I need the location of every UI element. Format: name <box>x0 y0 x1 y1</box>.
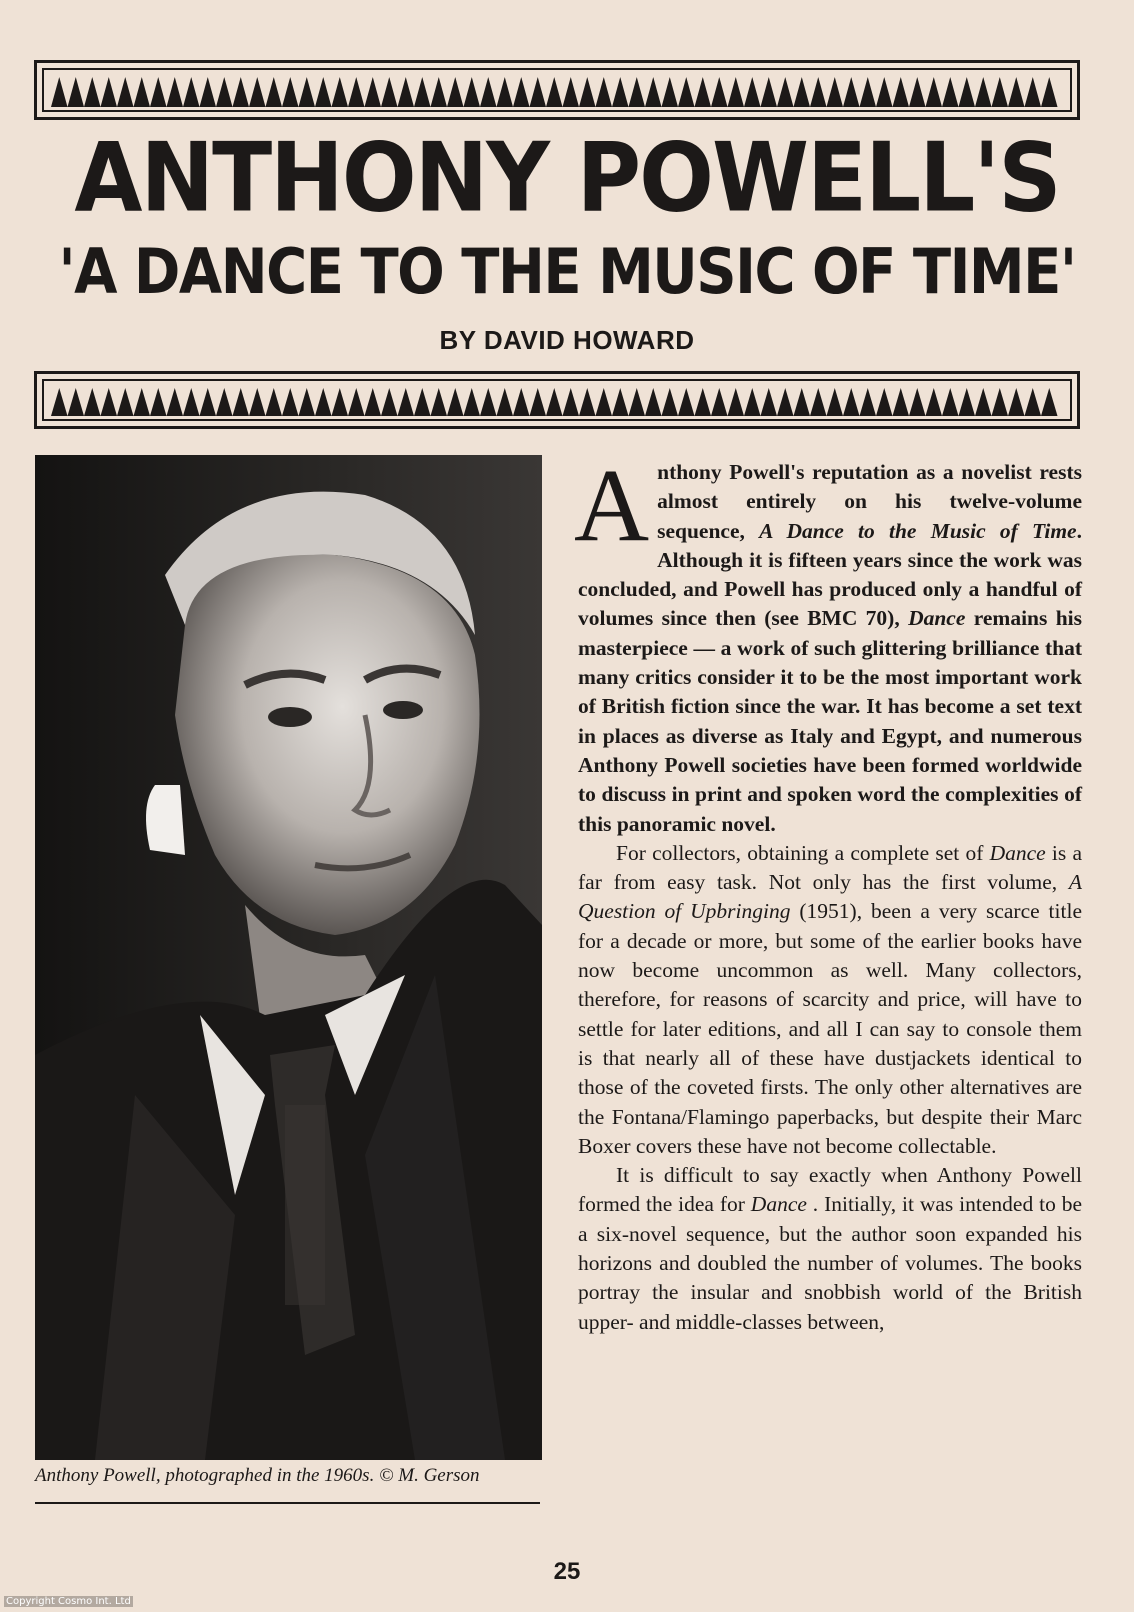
drop-cap: A <box>574 448 650 563</box>
caption-divider <box>35 1502 540 1504</box>
photo-caption: Anthony Powell, photographed in the 1960s. © M. Gerson <box>35 1465 480 1486</box>
paragraph-text: It is difficult to say exactly when Anthony Powell formed the idea for <box>578 1163 1082 1217</box>
headline-line-2: 'A DANCE TO THE MUSIC OF TIME' <box>58 236 1076 309</box>
paragraph-text: (1951), been a very scarce title for a decade or more, but some of the earlier books have now become uncommon as well. Many collectors, therefore, for reasons of scarcity and price, will have to settle for later editions, and all I can say to console them is that nearly all of these have dustjackets identical to those of the coveted firsts. The only other alternatives are the Fontana/Flamingo paperbacks, but despite their Marc Boxer covers these have not become collectable. <box>578 899 1082 1158</box>
paragraph-text: nthony Powell's reputation as a novelist rests almost entirely on his twelve-volume sequence, <box>657 460 1082 543</box>
article-paragraph <box>578 839 1082 1161</box>
byline: BY DAVID HOWARD <box>439 325 695 355</box>
article-paragraph <box>574 448 1083 839</box>
italic-title-text: A Question of Upbringing <box>578 870 1082 924</box>
italic-title-text: Dance <box>750 1192 807 1217</box>
italic-title-text: Dance <box>989 840 1046 865</box>
decorative-border-bottom <box>34 371 1080 429</box>
decorative-border-top <box>34 60 1080 120</box>
page-number: 25 <box>553 1558 581 1585</box>
headline-line-1: ANTHONY POWELL'S <box>74 121 1060 234</box>
paragraph-text: For collectors, obtaining a complete set of <box>616 840 990 865</box>
paragraph-text: remains his masterpiece — a work of such glittering brilliance that many critics consider it to be the most important work of British fiction since the war. It has become a set text in places as diverse as Italy and Egypt, and numerous Anthony Powell societies have been formed worldwide to discuss in print and spoken word the complexities of this panoramic novel. <box>578 606 1083 836</box>
paragraph-text: . Initially, it was intended to be a six-novel sequence, but the author soon expanded his horizons and doubled the number of volumes. The books portray the insular and snobbish world of the British upper- and middle-classes between, <box>578 1192 1083 1334</box>
author-portrait-photo <box>35 455 542 1460</box>
italic-title-text: A Dance to the Music of Time <box>759 518 1077 543</box>
article-paragraph <box>578 1161 1082 1337</box>
triangle-pattern <box>42 68 1072 112</box>
triangle-pattern <box>42 379 1072 421</box>
paragraph-text: . Although it is fifteen years since the work was concluded, and Powell has produced only a handful of volumes since then (see BMC 70), <box>578 518 1082 631</box>
article-body <box>574 448 1083 1337</box>
paragraph-text: is a far from easy task. Not only has the first volume, <box>578 840 1082 895</box>
italic-title-text: Dance <box>908 606 966 631</box>
copyright-watermark: Copyright Cosmo Int. Ltd <box>6 1596 131 1607</box>
